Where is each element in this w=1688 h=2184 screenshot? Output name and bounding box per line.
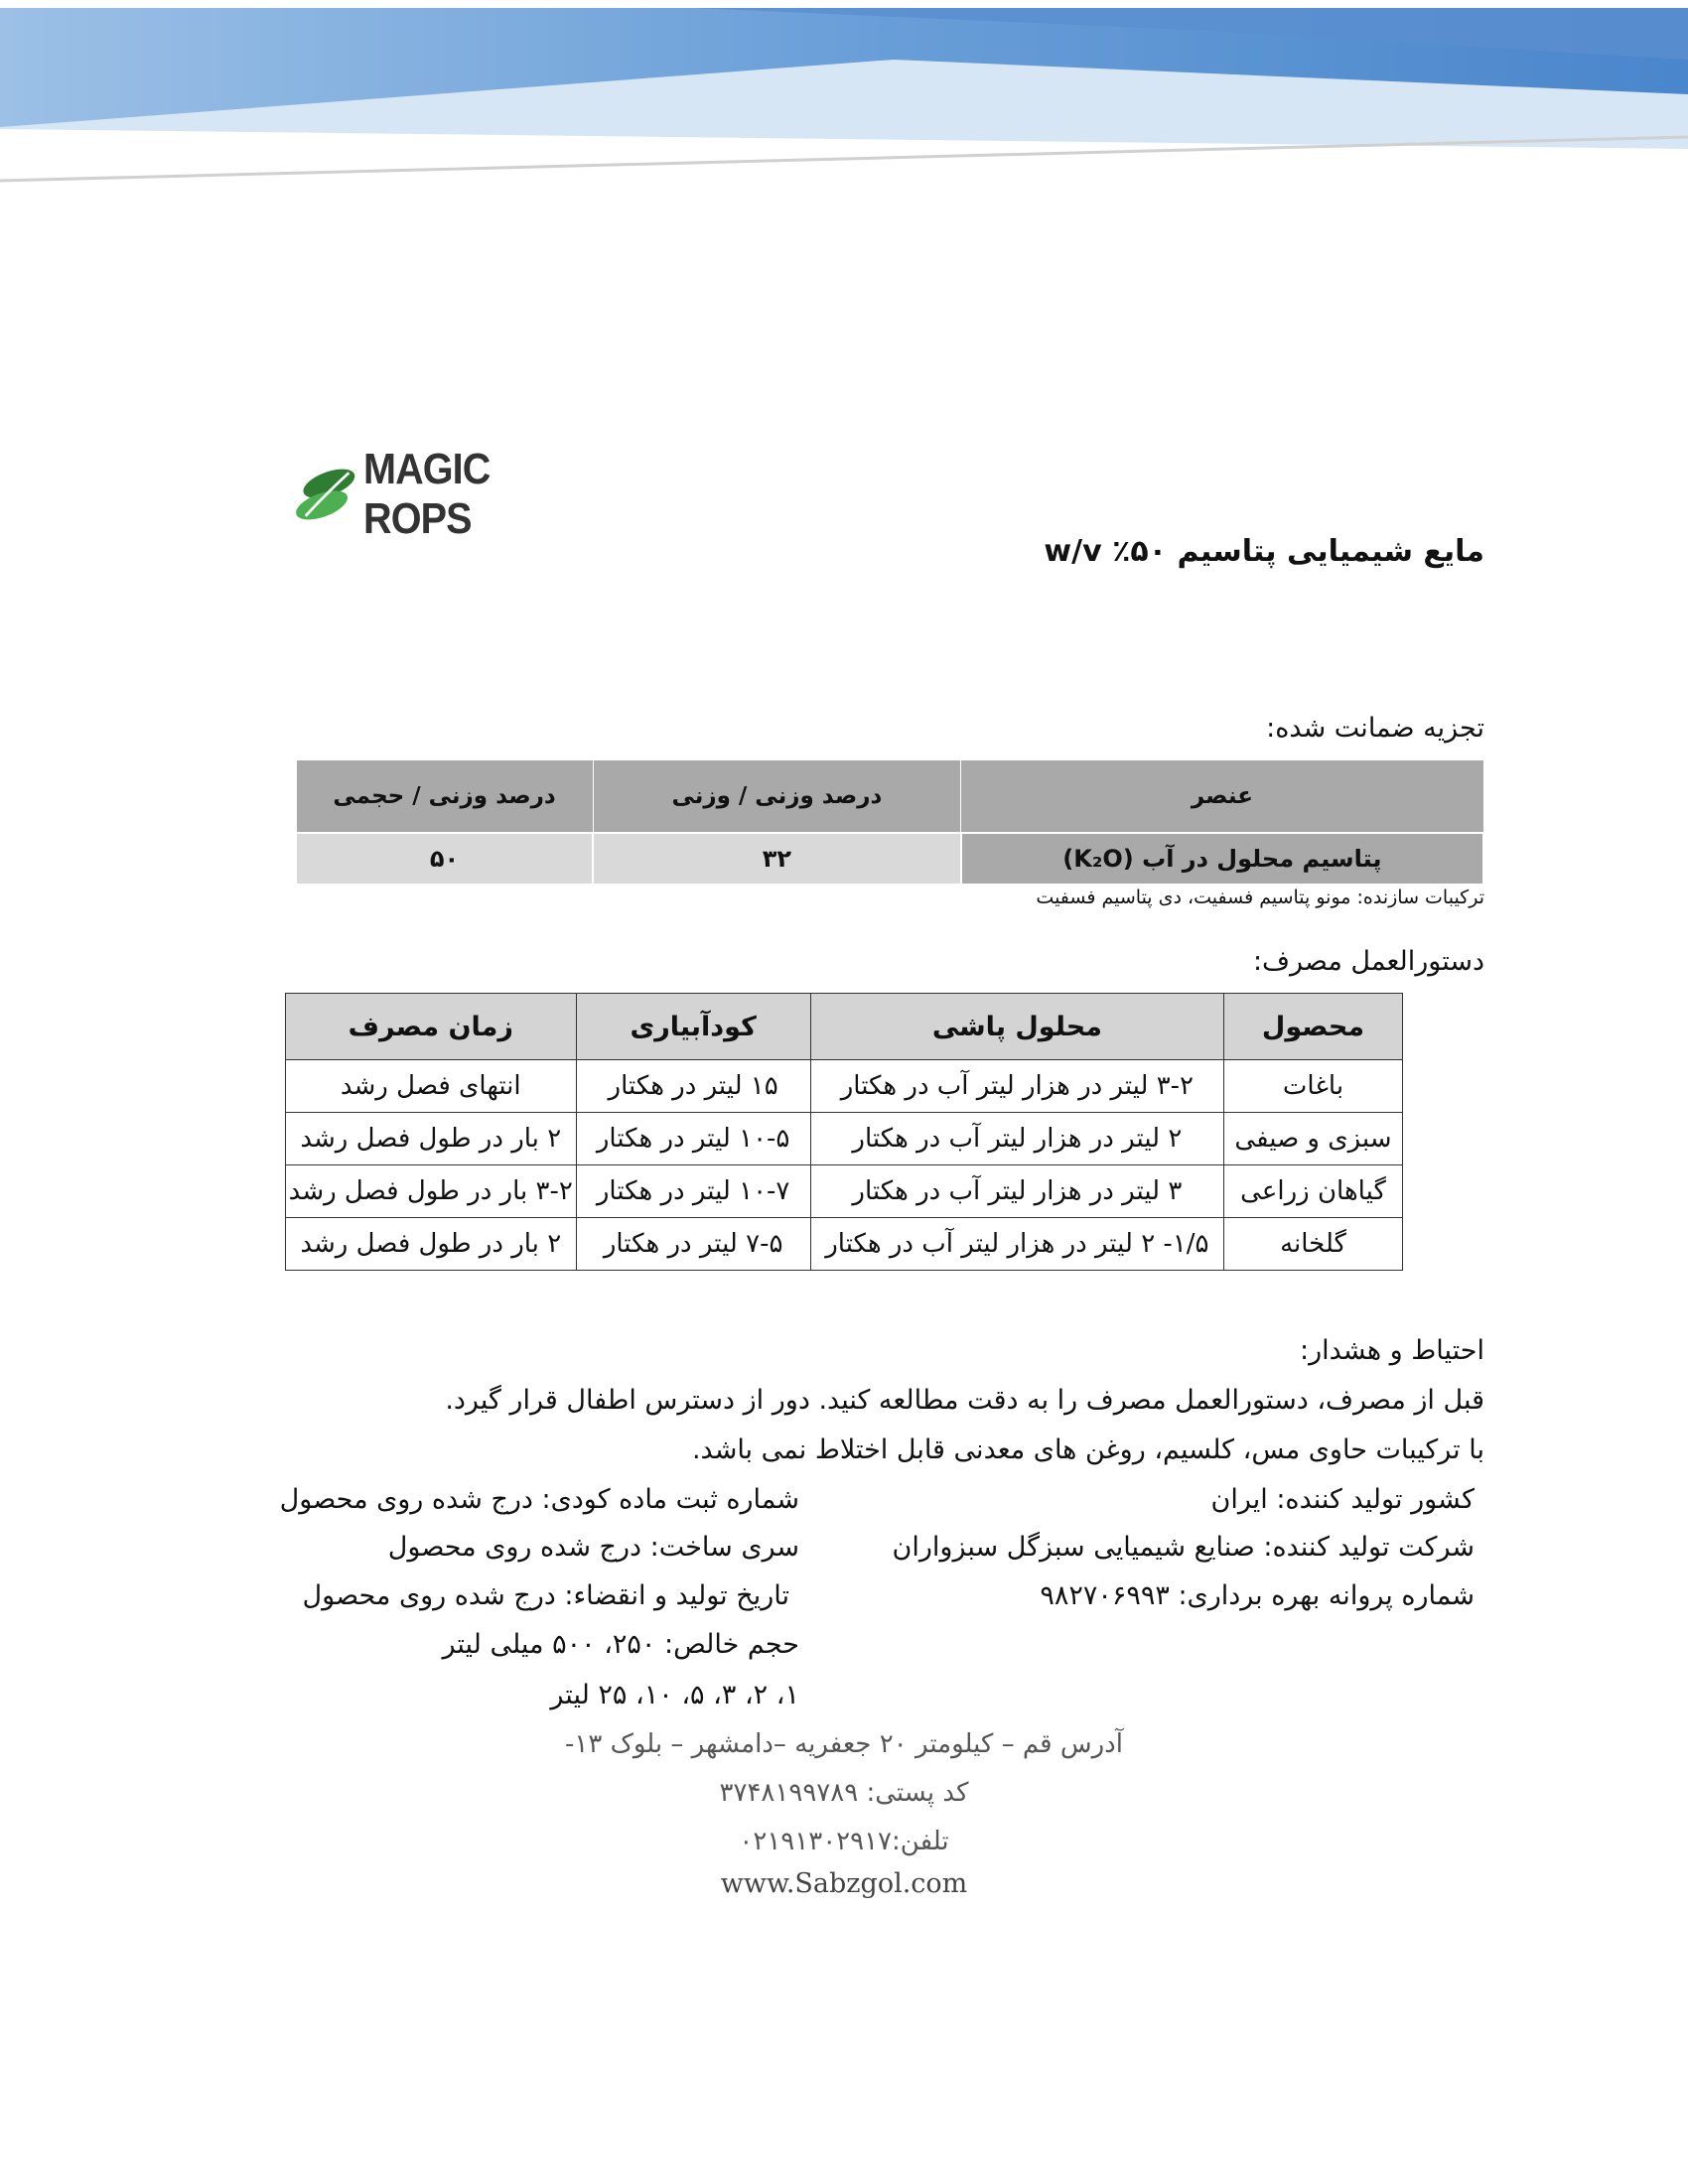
header-fertigation: کودآبیاری: [576, 994, 810, 1060]
header-ww: درصد وزنی / وزنی: [593, 760, 961, 834]
cell: ۳-۲ بار در طول فصل رشد: [286, 1165, 577, 1218]
ww-cell: ۳۲: [593, 833, 961, 885]
address-text: آدرس قم – کیلومتر ۲۰ جعفریه –دامشهر – بلوک ۱۳-: [565, 1729, 1123, 1759]
warning-heading: احتیاط و هشدار:: [1299, 1335, 1484, 1366]
dates-text: تاریخ تولید و انقضاء: درج شده روی محصول: [302, 1580, 789, 1611]
cell: انتهای فصل رشد: [286, 1060, 577, 1113]
volume-liters-text: ۱، ۲، ۳، ۵، ۱۰، ۲۵ لیتر: [550, 1680, 799, 1710]
license-text: شماره پروانه بهره برداری: ۹۸۲۷۰۶۹۹۳: [1040, 1580, 1475, 1611]
volume-text: حجم خالص: ۲۵۰، ۵۰۰ میلی لیتر: [442, 1629, 799, 1660]
element-cell: پتاسیم محلول در آب (K₂O): [961, 833, 1483, 885]
header-decoration: [0, 0, 1688, 199]
usage-table: [285, 993, 1403, 1271]
brand-logo: [293, 445, 611, 543]
guaranteed-analysis-heading: تجزیه ضمانت شده:: [1266, 713, 1484, 744]
composition-text: ترکیبات سازنده: مونو پتاسیم فسفیت، دی پتاسیم فسفیت: [1036, 887, 1484, 908]
table-header-row: [296, 760, 1483, 834]
cell: ۱۰-۷ لیتر در هکتار: [576, 1165, 810, 1218]
postal-code-text: کد پستی: ۳۷۴۸۱۹۹۷۸۹: [719, 1778, 969, 1808]
cell: ۱۵ لیتر در هکتار: [576, 1060, 810, 1113]
batch-text: سری ساخت: درج شده روی محصول: [387, 1532, 799, 1563]
cell: گلخانه: [1224, 1218, 1403, 1271]
website-link[interactable]: www.Sabzgol.com: [720, 1868, 968, 1899]
header-timing: زمان مصرف: [286, 994, 577, 1060]
cell: ۱۰-۵ لیتر در هکتار: [576, 1113, 810, 1165]
cell: ۲ لیتر در هزار لیتر آب در هکتار: [810, 1113, 1223, 1165]
warning-line-1: قبل از مصرف، دستورالعمل مصرف را به دقت مطالعه کنید. دور از دسترس اطفال قرار گیرد.: [445, 1385, 1484, 1416]
cell: باغات: [1224, 1060, 1403, 1113]
company-text: شرکت تولید کننده: صنایع شیمیایی سبزگل سبزواران: [892, 1532, 1475, 1563]
wv-cell: ۵۰: [296, 833, 593, 885]
table-row: [286, 1113, 1403, 1165]
registration-text: شماره ثبت ماده کودی: درج شده روی محصول: [279, 1484, 799, 1515]
header-element: عنصر: [961, 760, 1483, 834]
cell: ۳ لیتر در هزار لیتر آب در هکتار: [810, 1165, 1223, 1218]
header-product: محصول: [1224, 994, 1403, 1060]
cell: ۷-۵ لیتر در هکتار: [576, 1218, 810, 1271]
cell: گیاهان زراعی: [1224, 1165, 1403, 1218]
cell: سبزی و صیفی: [1224, 1113, 1403, 1165]
table-header-row: [286, 994, 1403, 1060]
logo-text: MAGIC ROPS: [363, 445, 491, 543]
header-wv: درصد وزنی / حجمی: [296, 760, 593, 834]
table-row: [286, 1165, 1403, 1218]
table-row: [286, 1060, 1403, 1113]
cell: ۲ بار در طول فصل رشد: [286, 1218, 577, 1271]
usage-heading: دستورالعمل مصرف:: [1252, 946, 1484, 977]
cell: ۱/۵- ۲ لیتر در هزار لیتر آب در هکتار: [810, 1218, 1223, 1271]
page-title: مایع شیمیایی پتاسیم ۵۰٪ w/v: [1044, 534, 1484, 569]
warning-line-2: با ترکیبات حاوی مس، کلسیم، روغن های معدنی قابل اختلاط نمی باشد.: [691, 1434, 1484, 1465]
leaf-icon: [293, 461, 357, 528]
phone-text: تلفن:۰۲۱۹۱۳۰۲۹۱۷: [739, 1827, 949, 1856]
header-foliar: محلول پاشی: [810, 994, 1223, 1060]
table-row: [296, 833, 1483, 885]
cell: ۳-۲ لیتر در هزار لیتر آب در هکتار: [810, 1060, 1223, 1113]
table-row: [286, 1218, 1403, 1271]
guaranteed-analysis-table: [295, 759, 1484, 886]
country-text: کشور تولید کننده: ایران: [1210, 1484, 1475, 1515]
cell: ۲ بار در طول فصل رشد: [286, 1113, 577, 1165]
